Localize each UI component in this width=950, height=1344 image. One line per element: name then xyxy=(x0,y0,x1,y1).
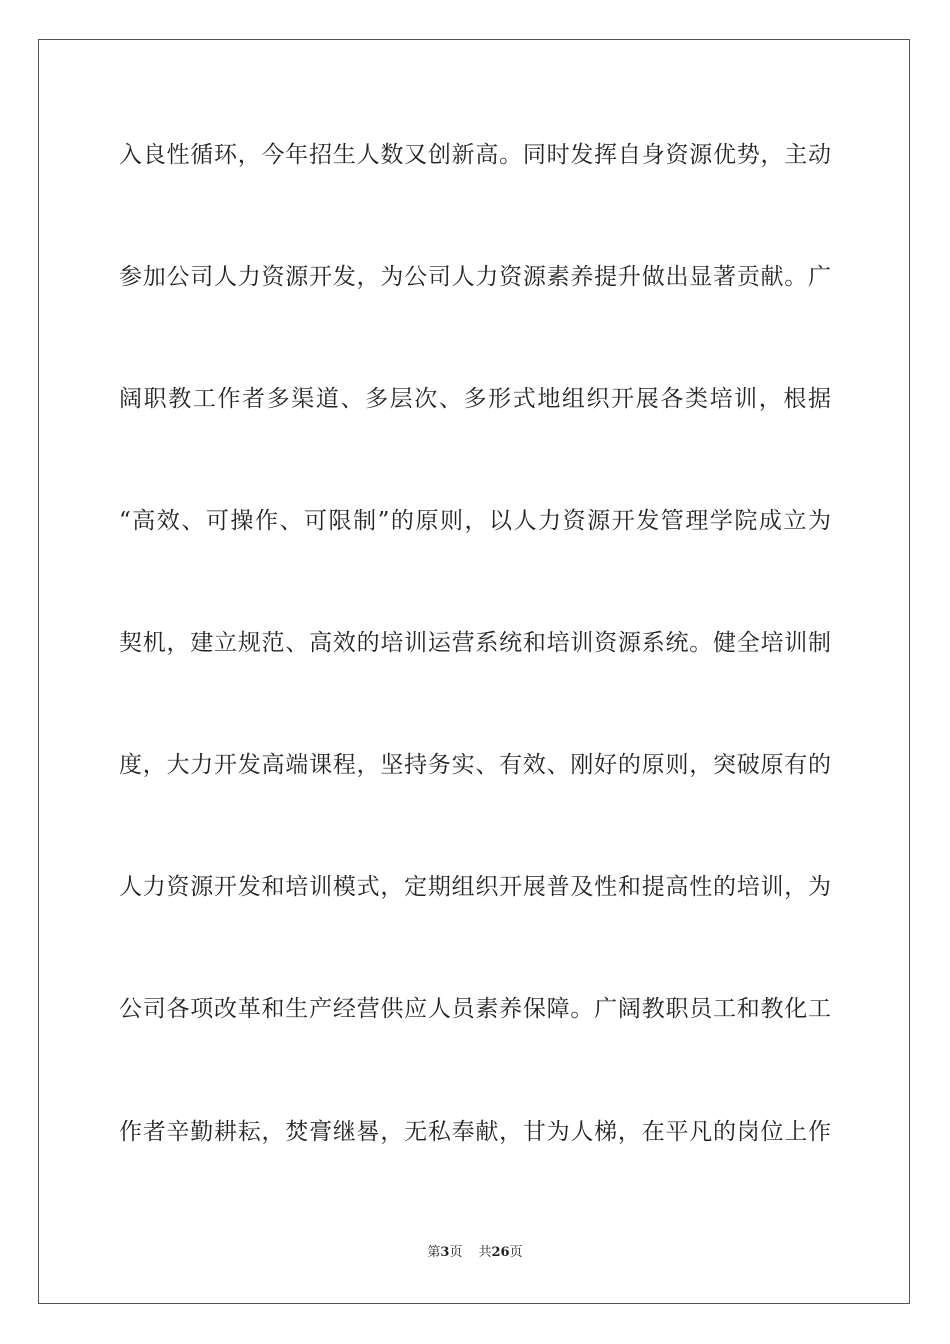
body-line-1: 入良性循环，今年招生人数又创新高。同时发挥自身资源优势，主动 xyxy=(119,142,831,168)
body-line-8: 公司各项改革和生产经营供应人员素养保障。广阔教职员工和教化工 xyxy=(119,996,831,1022)
page-border xyxy=(38,39,910,1304)
body-line-2: 参加公司人力资源开发，为公司人力资源素养提升做出显著贡献。广 xyxy=(119,264,831,290)
total-pages-prefix: 共 xyxy=(478,1245,492,1260)
page-number-suffix: 页 xyxy=(449,1245,463,1260)
body-line-7: 人力资源开发和培训模式，定期组织开展普及性和提高性的培训，为 xyxy=(119,874,831,900)
total-pages-number: 26 xyxy=(491,1245,510,1260)
current-page-number: 3 xyxy=(440,1245,450,1260)
body-line-9: 作者辛勤耕耘，焚膏继晷，无私奉献，甘为人梯，在平凡的岗位上作 xyxy=(119,1119,831,1145)
page-footer xyxy=(0,1244,950,1262)
total-pages-suffix: 页 xyxy=(509,1245,523,1260)
page-number-prefix: 第 xyxy=(427,1245,441,1260)
body-line-6: 度，大力开发高端课程，坚持务实、有效、刚好的原则，突破原有的 xyxy=(119,752,831,778)
body-line-4: “高效、可操作、可限制”的原则，以人力资源开发管理学院成立为 xyxy=(119,508,831,534)
body-line-3: 阔职教工作者多渠道、多层次、多形式地组织开展各类培训，根据 xyxy=(119,386,831,412)
body-line-5: 契机，建立规范、高效的培训运营系统和培训资源系统。健全培训制 xyxy=(119,630,831,656)
